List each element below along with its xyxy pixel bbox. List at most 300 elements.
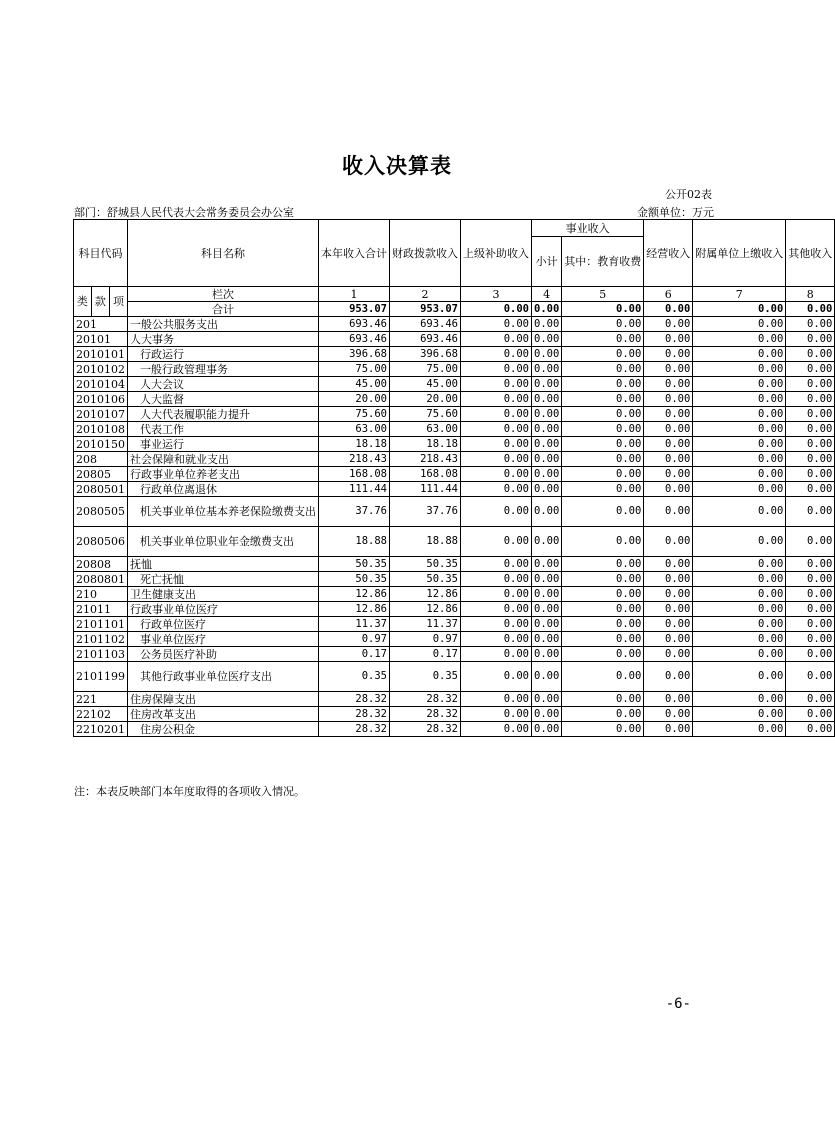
total-cell: 953.07 (390, 302, 461, 317)
amount-cell: 0.00 (693, 662, 786, 692)
amount-cell: 28.32 (319, 707, 390, 722)
amount-cell: 0.00 (532, 527, 562, 557)
table-row (74, 572, 835, 587)
table-code: 公开02表 (665, 188, 712, 201)
amount-cell: 218.43 (319, 452, 390, 467)
amount-cell: 18.88 (390, 527, 461, 557)
amount-cell: 0.00 (644, 452, 693, 467)
department-label: 部门：舒城县人民代表大会常务委员会办公室 (74, 206, 294, 219)
amount-cell: 28.32 (390, 707, 461, 722)
amount-cell: 0.00 (532, 587, 562, 602)
amount-cell: 75.60 (390, 407, 461, 422)
amount-cell: 0.00 (693, 497, 786, 527)
amount-cell: 0.00 (644, 392, 693, 407)
subject-code-cell: 2010108 (74, 422, 128, 437)
amount-cell: 0.00 (644, 377, 693, 392)
amount-cell: 0.00 (644, 632, 693, 647)
amount-cell: 0.00 (461, 587, 532, 602)
col-num: 3 (461, 287, 532, 302)
subject-name-cell: 死亡抚恤 (128, 572, 319, 587)
col-num: 5 (562, 287, 644, 302)
amount-cell: 0.00 (562, 362, 644, 377)
subject-name-cell: 住房保障支出 (128, 692, 319, 707)
amount-cell: 218.43 (390, 452, 461, 467)
amount-cell: 20.00 (390, 392, 461, 407)
subject-code-cell: 208 (74, 452, 128, 467)
subject-name-cell: 其他行政事业单位医疗支出 (128, 662, 319, 692)
amount-cell: 0.00 (693, 347, 786, 362)
subject-code-cell: 201 (74, 317, 128, 332)
amount-cell: 0.00 (461, 317, 532, 332)
amount-cell: 0.00 (461, 692, 532, 707)
subject-name-cell: 行政单位离退休 (128, 482, 319, 497)
table-row (74, 422, 835, 437)
income-table (73, 219, 835, 737)
amount-cell: 0.00 (786, 527, 835, 557)
amount-cell: 28.32 (390, 692, 461, 707)
amount-cell: 0.00 (786, 407, 835, 422)
amount-cell: 0.00 (693, 437, 786, 452)
amount-cell: 0.00 (693, 317, 786, 332)
amount-cell: 0.00 (461, 362, 532, 377)
amount-cell: 0.00 (644, 527, 693, 557)
subject-code-cell: 2101103 (74, 647, 128, 662)
amount-cell: 11.37 (319, 617, 390, 632)
amount-cell: 0.00 (786, 452, 835, 467)
amount-cell: 0.00 (461, 647, 532, 662)
subject-code-cell: 20808 (74, 557, 128, 572)
table-row (74, 557, 835, 572)
amount-cell: 0.00 (532, 362, 562, 377)
col-num: 8 (786, 287, 835, 302)
amount-cell: 0.00 (532, 707, 562, 722)
amount-cell: 0.00 (786, 632, 835, 647)
amount-cell: 0.00 (532, 632, 562, 647)
amount-cell: 0.00 (644, 557, 693, 572)
amount-cell: 0.00 (461, 392, 532, 407)
amount-cell: 168.08 (390, 467, 461, 482)
amount-cell: 693.46 (390, 317, 461, 332)
amount-cell: 0.00 (644, 497, 693, 527)
amount-cell: 0.00 (644, 617, 693, 632)
amount-cell: 0.00 (644, 602, 693, 617)
subject-code-cell: 2010101 (74, 347, 128, 362)
subject-name-cell: 社会保障和就业支出 (128, 452, 319, 467)
amount-cell: 0.00 (562, 422, 644, 437)
amount-cell: 0.00 (562, 332, 644, 347)
table-row (74, 392, 835, 407)
amount-cell: 0.00 (693, 722, 786, 737)
amount-cell: 0.00 (532, 467, 562, 482)
amount-cell: 0.00 (693, 467, 786, 482)
amount-cell: 0.00 (532, 647, 562, 662)
subject-name-cell: 一般公共服务支出 (128, 317, 319, 332)
amount-cell: 0.35 (390, 662, 461, 692)
amount-cell: 0.00 (644, 317, 693, 332)
amount-cell: 0.00 (532, 347, 562, 362)
amount-cell: 0.00 (693, 602, 786, 617)
header-business-income: 事业收入 (532, 220, 644, 237)
amount-cell: 18.18 (390, 437, 461, 452)
amount-cell: 111.44 (319, 482, 390, 497)
subject-code-cell: 2101102 (74, 632, 128, 647)
total-cell: 0.00 (562, 302, 644, 317)
amount-cell: 28.32 (319, 722, 390, 737)
subject-name-cell: 行政运行 (128, 347, 319, 362)
amount-cell: 0.00 (562, 557, 644, 572)
subject-name-cell: 人大事务 (128, 332, 319, 347)
table-row (74, 707, 835, 722)
table-row (74, 437, 835, 452)
amount-cell: 0.00 (532, 497, 562, 527)
amount-cell: 0.00 (461, 557, 532, 572)
table-row (74, 332, 835, 347)
amount-cell: 0.00 (562, 692, 644, 707)
amount-cell: 0.00 (693, 557, 786, 572)
amount-cell: 0.00 (532, 557, 562, 572)
header-lei: 类 (74, 287, 92, 317)
subject-code-cell: 21011 (74, 602, 128, 617)
amount-cell: 12.86 (319, 602, 390, 617)
total-cell: 0.00 (644, 302, 693, 317)
amount-cell: 0.00 (786, 587, 835, 602)
subject-name-cell: 卫生健康支出 (128, 587, 319, 602)
amount-cell: 0.00 (786, 557, 835, 572)
subject-name-cell: 住房改革支出 (128, 707, 319, 722)
amount-cell: 75.00 (319, 362, 390, 377)
total-cell: 953.07 (319, 302, 390, 317)
amount-cell: 0.00 (693, 647, 786, 662)
subject-code-cell: 20101 (74, 332, 128, 347)
table-row (74, 407, 835, 422)
amount-cell: 12.86 (390, 602, 461, 617)
subject-name-cell: 事业单位医疗 (128, 632, 319, 647)
unit-label: 金额单位：万元 (637, 206, 714, 219)
table-row (74, 362, 835, 377)
amount-cell: 0.00 (461, 452, 532, 467)
subject-name-cell: 抚恤 (128, 557, 319, 572)
amount-cell: 50.35 (319, 572, 390, 587)
amount-cell: 0.00 (786, 617, 835, 632)
amount-cell: 0.00 (461, 422, 532, 437)
amount-cell: 0.00 (461, 482, 532, 497)
col-num: 6 (644, 287, 693, 302)
subject-name-cell: 人大监督 (128, 392, 319, 407)
amount-cell: 0.00 (786, 377, 835, 392)
amount-cell: 0.00 (644, 662, 693, 692)
amount-cell: 11.37 (390, 617, 461, 632)
amount-cell: 0.00 (562, 392, 644, 407)
amount-cell: 0.00 (644, 482, 693, 497)
amount-cell: 0.17 (390, 647, 461, 662)
amount-cell: 693.46 (390, 332, 461, 347)
table-row (74, 602, 835, 617)
amount-cell: 0.00 (461, 437, 532, 452)
table-row (74, 377, 835, 392)
amount-cell: 0.00 (786, 572, 835, 587)
amount-cell: 0.00 (644, 722, 693, 737)
amount-cell: 0.97 (319, 632, 390, 647)
amount-cell: 0.00 (693, 692, 786, 707)
amount-cell: 12.86 (390, 587, 461, 602)
amount-cell: 0.00 (644, 437, 693, 452)
amount-cell: 0.00 (532, 317, 562, 332)
header-xiang: 项 (109, 287, 127, 317)
subject-name-cell: 事业运行 (128, 437, 319, 452)
table-row (74, 347, 835, 362)
amount-cell: 0.00 (461, 527, 532, 557)
subject-name-cell: 代表工作 (128, 422, 319, 437)
table-row (74, 692, 835, 707)
amount-cell: 0.00 (461, 407, 532, 422)
amount-cell: 45.00 (319, 377, 390, 392)
amount-cell: 0.00 (693, 527, 786, 557)
amount-cell: 0.00 (562, 407, 644, 422)
subject-name-cell: 机关事业单位基本养老保险缴费支出 (128, 497, 319, 527)
amount-cell: 0.00 (786, 347, 835, 362)
subject-code-cell: 2080506 (74, 527, 128, 557)
amount-cell: 37.76 (390, 497, 461, 527)
subject-code-cell: 221 (74, 692, 128, 707)
subject-name-cell: 行政事业单位医疗 (128, 602, 319, 617)
amount-cell: 0.00 (562, 527, 644, 557)
subject-name-cell: 人大代表履职能力提升 (128, 407, 319, 422)
header-subject-name: 科目名称 (128, 220, 319, 287)
amount-cell: 0.00 (693, 377, 786, 392)
table-row (74, 452, 835, 467)
amount-cell: 0.00 (461, 722, 532, 737)
col-num: 1 (319, 287, 390, 302)
amount-cell: 0.00 (532, 572, 562, 587)
subject-name-cell: 公务员医疗补助 (128, 647, 319, 662)
page-title: 收入决算表 (342, 154, 452, 178)
amount-cell: 0.00 (786, 422, 835, 437)
amount-cell: 0.00 (562, 497, 644, 527)
subject-name-cell: 住房公积金 (128, 722, 319, 737)
table-note: 注：本表反映部门本年度取得的各项收入情况。 (74, 785, 305, 798)
subject-code-cell: 20805 (74, 467, 128, 482)
amount-cell: 0.00 (693, 617, 786, 632)
subject-name-cell: 人大会议 (128, 377, 319, 392)
amount-cell: 0.00 (461, 377, 532, 392)
amount-cell: 396.68 (319, 347, 390, 362)
amount-cell: 0.00 (693, 407, 786, 422)
amount-cell: 0.00 (786, 317, 835, 332)
amount-cell: 0.00 (786, 647, 835, 662)
subject-name-cell: 行政事业单位养老支出 (128, 467, 319, 482)
amount-cell: 0.00 (644, 467, 693, 482)
header-other: 其他收入 (786, 220, 835, 287)
amount-cell: 0.00 (532, 722, 562, 737)
amount-cell: 0.00 (532, 332, 562, 347)
amount-cell: 0.00 (786, 392, 835, 407)
amount-cell: 50.35 (319, 557, 390, 572)
amount-cell: 18.88 (319, 527, 390, 557)
table-row (74, 497, 835, 527)
amount-cell: 0.35 (319, 662, 390, 692)
amount-cell: 50.35 (390, 572, 461, 587)
amount-cell: 63.00 (319, 422, 390, 437)
header-superior-subsidy: 上级补助收入 (461, 220, 532, 287)
amount-cell: 0.00 (461, 602, 532, 617)
amount-cell: 0.00 (786, 692, 835, 707)
amount-cell: 20.00 (319, 392, 390, 407)
amount-cell: 168.08 (319, 467, 390, 482)
amount-cell: 37.76 (319, 497, 390, 527)
subject-code-cell: 2010102 (74, 362, 128, 377)
amount-cell: 0.00 (693, 632, 786, 647)
table-row (74, 467, 835, 482)
amount-cell: 0.97 (390, 632, 461, 647)
subject-code-cell: 22102 (74, 707, 128, 722)
amount-cell: 0.00 (532, 602, 562, 617)
amount-cell: 0.00 (562, 482, 644, 497)
amount-cell: 45.00 (390, 377, 461, 392)
total-cell: 0.00 (532, 302, 562, 317)
table-row (74, 632, 835, 647)
amount-cell: 0.00 (786, 332, 835, 347)
subject-code-cell: 2080501 (74, 482, 128, 497)
amount-cell: 28.32 (319, 692, 390, 707)
amount-cell: 0.00 (644, 332, 693, 347)
amount-cell: 0.00 (786, 362, 835, 377)
amount-cell: 0.00 (786, 707, 835, 722)
amount-cell: 0.00 (532, 662, 562, 692)
amount-cell: 0.00 (562, 587, 644, 602)
header-total-income: 本年收入合计 (319, 220, 390, 287)
table-row (74, 482, 835, 497)
amount-cell: 0.00 (461, 332, 532, 347)
amount-cell: 396.68 (390, 347, 461, 362)
total-cell: 0.00 (786, 302, 835, 317)
amount-cell: 0.00 (461, 572, 532, 587)
header-edu-fee: 其中：教育收费 (562, 237, 644, 287)
col-num: 7 (693, 287, 786, 302)
amount-cell: 0.00 (693, 572, 786, 587)
amount-cell: 0.00 (644, 572, 693, 587)
table-row (74, 527, 835, 557)
amount-cell: 693.46 (319, 332, 390, 347)
amount-cell: 0.00 (562, 647, 644, 662)
amount-cell: 0.00 (644, 422, 693, 437)
subject-code-cell: 2010106 (74, 392, 128, 407)
amount-cell: 0.00 (786, 602, 835, 617)
amount-cell: 0.00 (532, 407, 562, 422)
amount-cell: 12.86 (319, 587, 390, 602)
amount-cell: 0.00 (786, 467, 835, 482)
subject-name-cell: 机关事业单位职业年金缴费支出 (128, 527, 319, 557)
table-row (74, 662, 835, 692)
amount-cell: 0.00 (461, 662, 532, 692)
amount-cell: 0.00 (786, 722, 835, 737)
amount-cell: 0.00 (562, 347, 644, 362)
table-row (74, 647, 835, 662)
amount-cell: 0.00 (562, 467, 644, 482)
amount-cell: 0.00 (562, 662, 644, 692)
col-num: 2 (390, 287, 461, 302)
amount-cell: 0.00 (693, 482, 786, 497)
subject-code-cell: 2210201 (74, 722, 128, 737)
amount-cell: 0.00 (693, 422, 786, 437)
amount-cell: 0.00 (786, 482, 835, 497)
header-fiscal: 财政拨款收入 (390, 220, 461, 287)
header-operating: 经营收入 (644, 220, 693, 287)
subject-name-cell: 一般行政管理事务 (128, 362, 319, 377)
amount-cell: 0.00 (693, 587, 786, 602)
table-row (74, 722, 835, 737)
amount-cell: 0.00 (644, 692, 693, 707)
amount-cell: 0.00 (461, 467, 532, 482)
subject-code-cell: 2080801 (74, 572, 128, 587)
amount-cell: 0.00 (562, 452, 644, 467)
table-row (74, 617, 835, 632)
header-kuan: 款 (91, 287, 109, 317)
amount-cell: 0.00 (644, 587, 693, 602)
amount-cell: 50.35 (390, 557, 461, 572)
amount-cell: 0.00 (786, 662, 835, 692)
amount-cell: 0.00 (644, 362, 693, 377)
amount-cell: 0.00 (693, 332, 786, 347)
total-cell: 0.00 (693, 302, 786, 317)
amount-cell: 0.00 (562, 617, 644, 632)
amount-cell: 693.46 (319, 317, 390, 332)
amount-cell: 0.00 (562, 632, 644, 647)
amount-cell: 75.00 (390, 362, 461, 377)
amount-cell: 0.00 (532, 692, 562, 707)
amount-cell: 75.60 (319, 407, 390, 422)
amount-cell: 0.00 (644, 707, 693, 722)
amount-cell: 0.00 (562, 437, 644, 452)
subject-code-cell: 2080505 (74, 497, 128, 527)
subject-code-cell: 2101199 (74, 662, 128, 692)
amount-cell: 0.00 (644, 347, 693, 362)
header-lanci: 栏次 (128, 287, 319, 302)
amount-cell: 0.00 (532, 482, 562, 497)
amount-cell: 0.00 (461, 347, 532, 362)
header-subject-code: 科目代码 (74, 220, 128, 287)
amount-cell: 0.00 (562, 317, 644, 332)
amount-cell: 0.00 (693, 392, 786, 407)
header-subtotal: 小计 (532, 237, 562, 287)
amount-cell: 0.00 (786, 437, 835, 452)
amount-cell: 0.00 (562, 377, 644, 392)
amount-cell: 0.17 (319, 647, 390, 662)
amount-cell: 18.18 (319, 437, 390, 452)
subject-code-cell: 2010104 (74, 377, 128, 392)
subject-code-cell: 2010107 (74, 407, 128, 422)
col-num: 4 (532, 287, 562, 302)
subject-name-cell: 行政单位医疗 (128, 617, 319, 632)
amount-cell: 0.00 (562, 572, 644, 587)
total-cell: 0.00 (461, 302, 532, 317)
amount-cell: 0.00 (461, 497, 532, 527)
amount-cell: 0.00 (461, 632, 532, 647)
amount-cell: 0.00 (532, 452, 562, 467)
total-label: 合计 (128, 302, 319, 317)
table-row (74, 587, 835, 602)
amount-cell: 0.00 (461, 707, 532, 722)
amount-cell: 0.00 (532, 422, 562, 437)
amount-cell: 0.00 (644, 407, 693, 422)
amount-cell: 0.00 (693, 707, 786, 722)
amount-cell: 0.00 (562, 602, 644, 617)
amount-cell: 0.00 (786, 497, 835, 527)
amount-cell: 0.00 (562, 707, 644, 722)
amount-cell: 63.00 (390, 422, 461, 437)
amount-cell: 0.00 (644, 647, 693, 662)
amount-cell: 0.00 (532, 377, 562, 392)
amount-cell: 0.00 (532, 437, 562, 452)
